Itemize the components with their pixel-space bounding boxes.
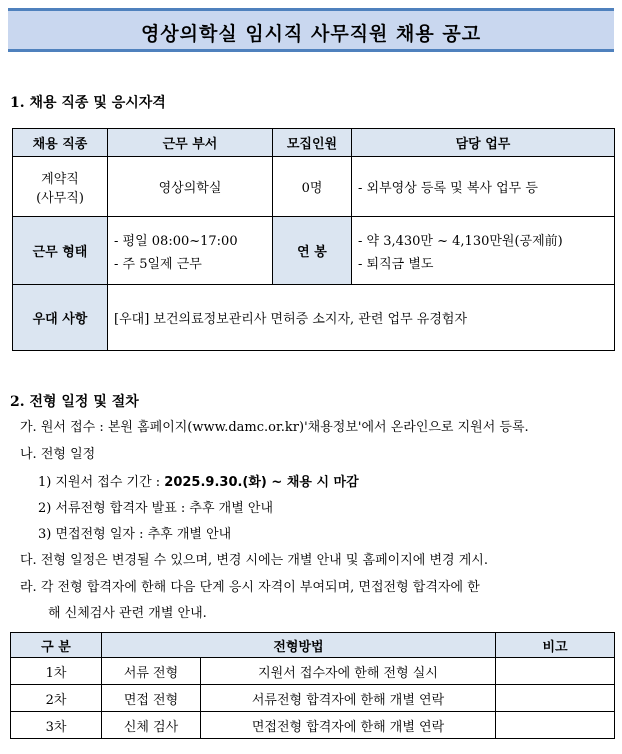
item-da: 다. 전형 일정은 변경될 수 있으며, 변경 시에는 개별 안내 및 홈페이지에 변경 게시.: [20, 553, 488, 568]
salary-label: 연 봉: [273, 217, 352, 285]
table-row: 1차 서류 전형 지원서 접수자에 한해 전형 실시: [11, 658, 615, 685]
count-cell: 0명: [273, 157, 352, 217]
header-method: 전형방법: [102, 633, 496, 658]
schedule-3: 3) 면접전형 일자 : 추후 개별 안내: [38, 527, 232, 542]
page-title: 영상의학실 임시직 사무직원 채용 공고: [140, 23, 482, 45]
procedure-table: [10, 632, 615, 739]
job-cell: 계약직 (사무직): [13, 157, 108, 217]
item-ra-cont: 해 신체검사 관련 개별 안내.: [48, 606, 207, 621]
table-row: 2차 면접 전형 서류전형 합격자에 한해 개별 연락: [11, 685, 615, 712]
duty-cell: - 외부영상 등록 및 복사 업무 등: [352, 157, 615, 217]
header-duty: 담당 업무: [352, 129, 615, 157]
header-stage: 구 분: [11, 633, 102, 658]
hours-label: 근무 형태: [13, 217, 108, 285]
pref-label: 우대 사항: [13, 285, 108, 351]
item-ra: 라. 각 전형 합격자에 한해 다음 단계 응시 자격이 부여되며, 면접전형 합격자에 한: [20, 580, 480, 595]
table-row: 3차 신체 검사 면접전형 합격자에 한해 개별 연락: [11, 712, 615, 739]
header-job: 채용 직종: [13, 129, 108, 157]
item-na: 나. 전형 일정: [20, 447, 96, 462]
job-table: [12, 128, 615, 351]
dept-cell: 영상의학실: [108, 157, 273, 217]
hours-cell: - 평일 08:00~17:00 - 주 5일제 근무: [108, 217, 273, 285]
item-ga: 가. 원서 접수 : 본원 홈페이지(www.damc.or.kr)'채용정보'에서 온라인으로 지원서 등록.: [20, 420, 529, 435]
header-count: 모집인원: [273, 129, 352, 157]
section1-heading: 1. 채용 직종 및 응시자격: [10, 95, 166, 111]
schedule-1: 1) 지원서 접수 기간 : 2025.9.30.(화) ~ 채용 시 마감: [38, 475, 359, 490]
section2-heading: 2. 전형 일정 및 절차: [10, 394, 139, 410]
header-dept: 근무 부서: [108, 129, 273, 157]
pref-cell: [우대] 보건의료정보관리사 면허증 소지자, 관련 업무 유경험자: [108, 285, 615, 351]
salary-cell: - 약 3,430만 ~ 4,130만원(공제前) - 퇴직금 별도: [352, 217, 615, 285]
title-banner: [8, 8, 614, 52]
header-note: 비고: [496, 633, 615, 658]
schedule-2: 2) 서류전형 합격자 발표 : 추후 개별 안내: [38, 501, 274, 516]
